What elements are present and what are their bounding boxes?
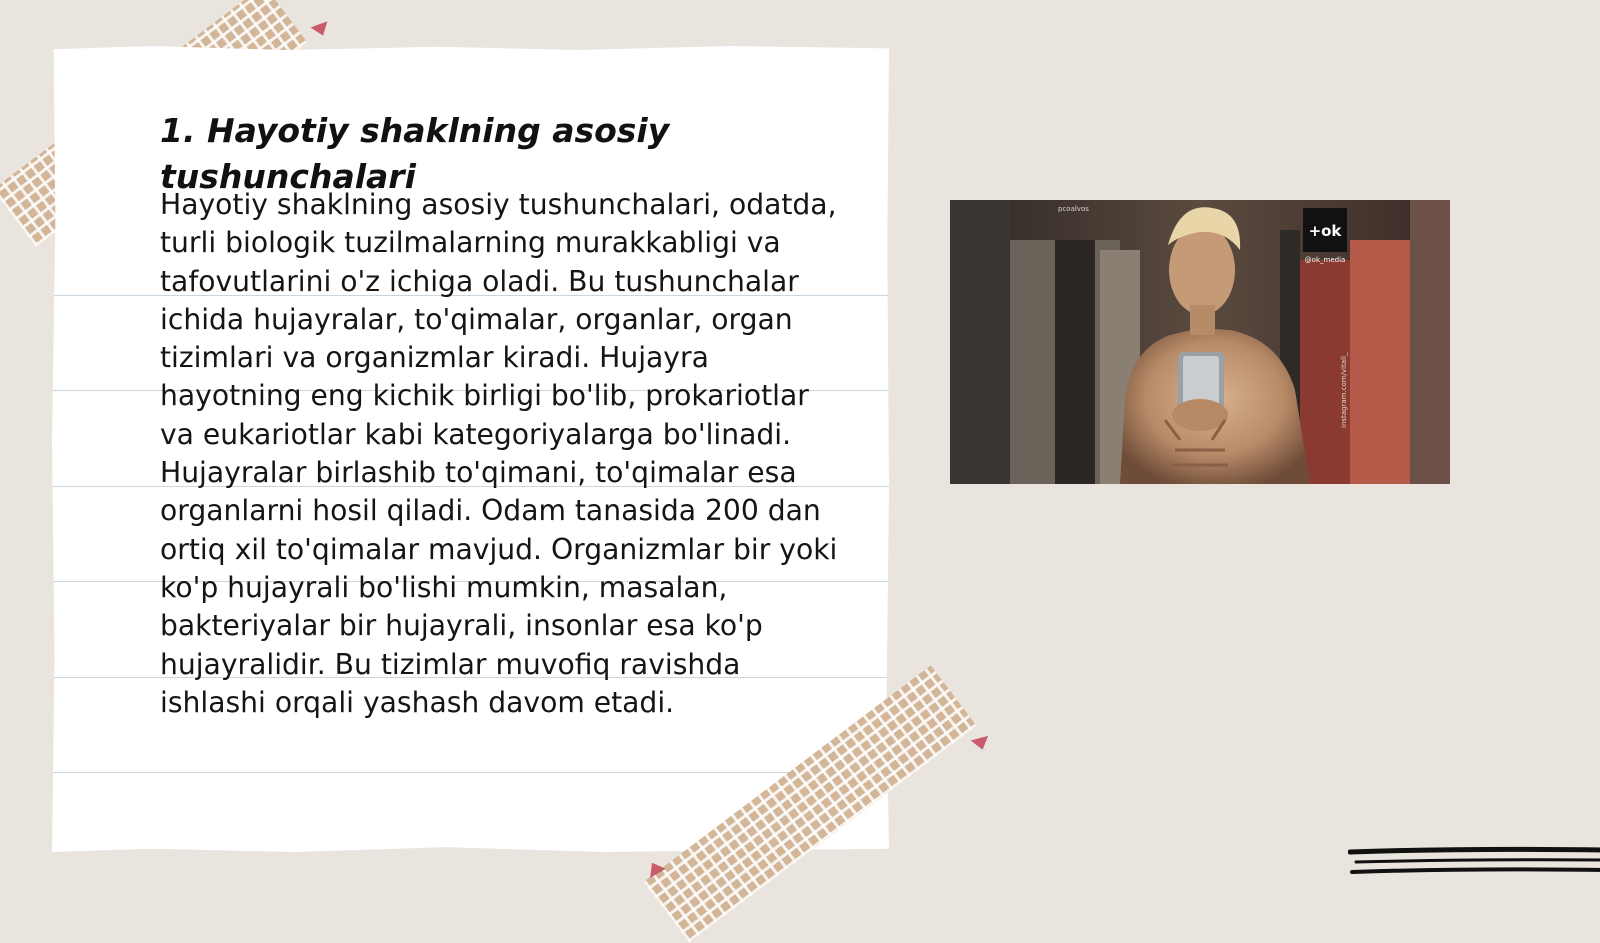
decorative-lines xyxy=(1348,846,1600,886)
photo-side-text: instagram.com/vitali_ xyxy=(1340,352,1348,428)
tape-corner-right xyxy=(971,736,991,752)
photo-account: pcoalvos xyxy=(1058,205,1089,213)
photo-logo: +ok xyxy=(1308,222,1342,240)
gym-selfie-photo xyxy=(950,200,1450,484)
paper-rule xyxy=(52,772,889,773)
slide-title: 1. Hayotiy shaklning asosiy tushunchalari xyxy=(160,111,670,196)
photo-handle: @ok_media xyxy=(1304,256,1346,264)
tape-corner-top xyxy=(310,21,331,38)
body-paragraph: Hayotiy shaklning asosiy tushunchalari, odatda, turli biologik tuzilmalarning murakkabligi va tafovutlarini o'z ichiga oladi. Bu tushunchalar ichida hujayralar, to'qimalar, organlar, organ tizimlari va organizmlar kiradi. Hujayra hayotning eng kichik birligi bo'lib, prokariotlar va eukariotlar kabi kategoriyalarga bo'linadi. Hujayralar birlashib to'qimani, to'qimalar esa organlarni hosil qiladi. Odam tanasida 200 dan ortiq xil to'qimalar mavjud. Organizmlar bir yoki ko'p hujayrali bo'lishi mumkin, masalan, bakteriyalar bir hujayrali, insonlar esa ko'p hujayralidir. Bu tizimlar muvofiq ravishda ishlashi orqali yashash davom etadi. xyxy=(160,188,838,719)
